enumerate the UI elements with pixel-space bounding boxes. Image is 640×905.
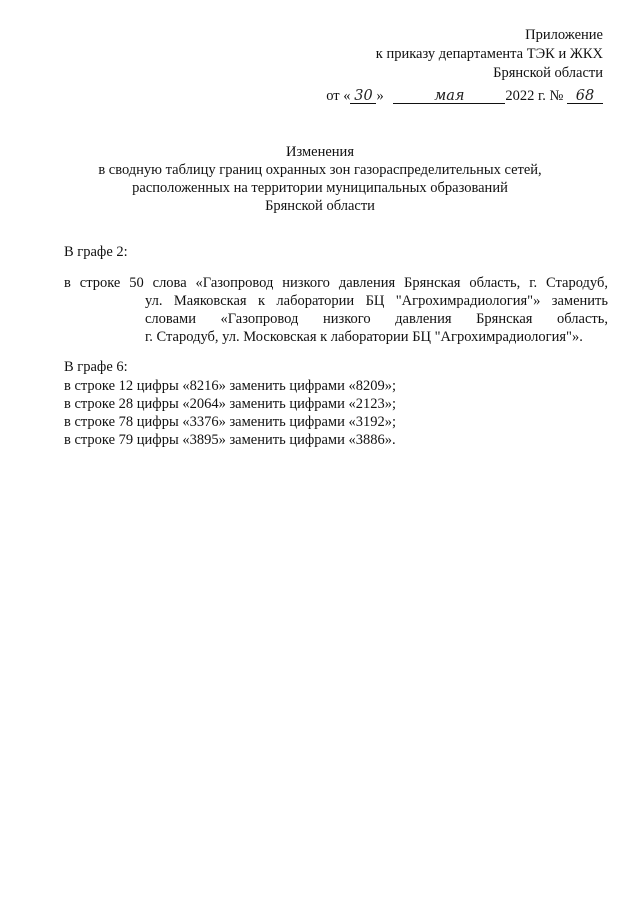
list-item: в строке 79 цифры «3895» заменить цифрами «3886». xyxy=(64,432,396,448)
title-line-2: в сводную таблицу границ охранных зон газораспределительных сетей, xyxy=(98,162,542,178)
handwritten-day: 30 xyxy=(350,89,376,104)
list-item: в строке 28 цифры «2064» заменить цифрами «2123»; xyxy=(64,396,397,412)
section1-text-line-1: в строке 50 слова «Газопровод низкого давления Брянская область, г. Стародуб, xyxy=(64,275,608,291)
order-reference: к приказу департамента ТЭК и ЖКХ xyxy=(375,46,603,62)
date-quote-close: » xyxy=(376,88,384,104)
handwritten-month: мая xyxy=(393,89,505,104)
section1-text-line-3: словами «Газопровод низкого давления Брянская область, xyxy=(145,311,608,327)
list-item: в строке 12 цифры «8216» заменить цифрами «8209»; xyxy=(64,378,397,394)
section1-text-line-4: г. Стародуб, ул. Московская к лаборатории БЦ "Агрохимрадиология"». xyxy=(145,329,583,345)
title-line-4: Брянской области xyxy=(265,198,375,214)
list-item: в строке 78 цифры «3376» заменить цифрами «3192»; xyxy=(64,414,397,430)
section-heading-column-6: В графе 6: xyxy=(64,359,128,375)
section-heading-column-2: В графе 2: xyxy=(64,244,128,260)
date-prefix: от « xyxy=(326,88,351,104)
handwritten-order-number: 68 xyxy=(567,89,603,104)
order-date-line xyxy=(326,87,603,105)
appendix-label: Приложение xyxy=(525,27,603,43)
document-title: Изменения xyxy=(286,144,354,160)
year-and-number-label: 2022 г. № xyxy=(505,88,564,104)
section1-text-line-2: ул. Маяковская к лаборатории БЦ "Агрохимрадиология"» заменить xyxy=(145,293,608,309)
title-line-3: расположенных на территории муниципальных образований xyxy=(132,180,508,196)
region-label: Брянской области xyxy=(493,65,603,81)
